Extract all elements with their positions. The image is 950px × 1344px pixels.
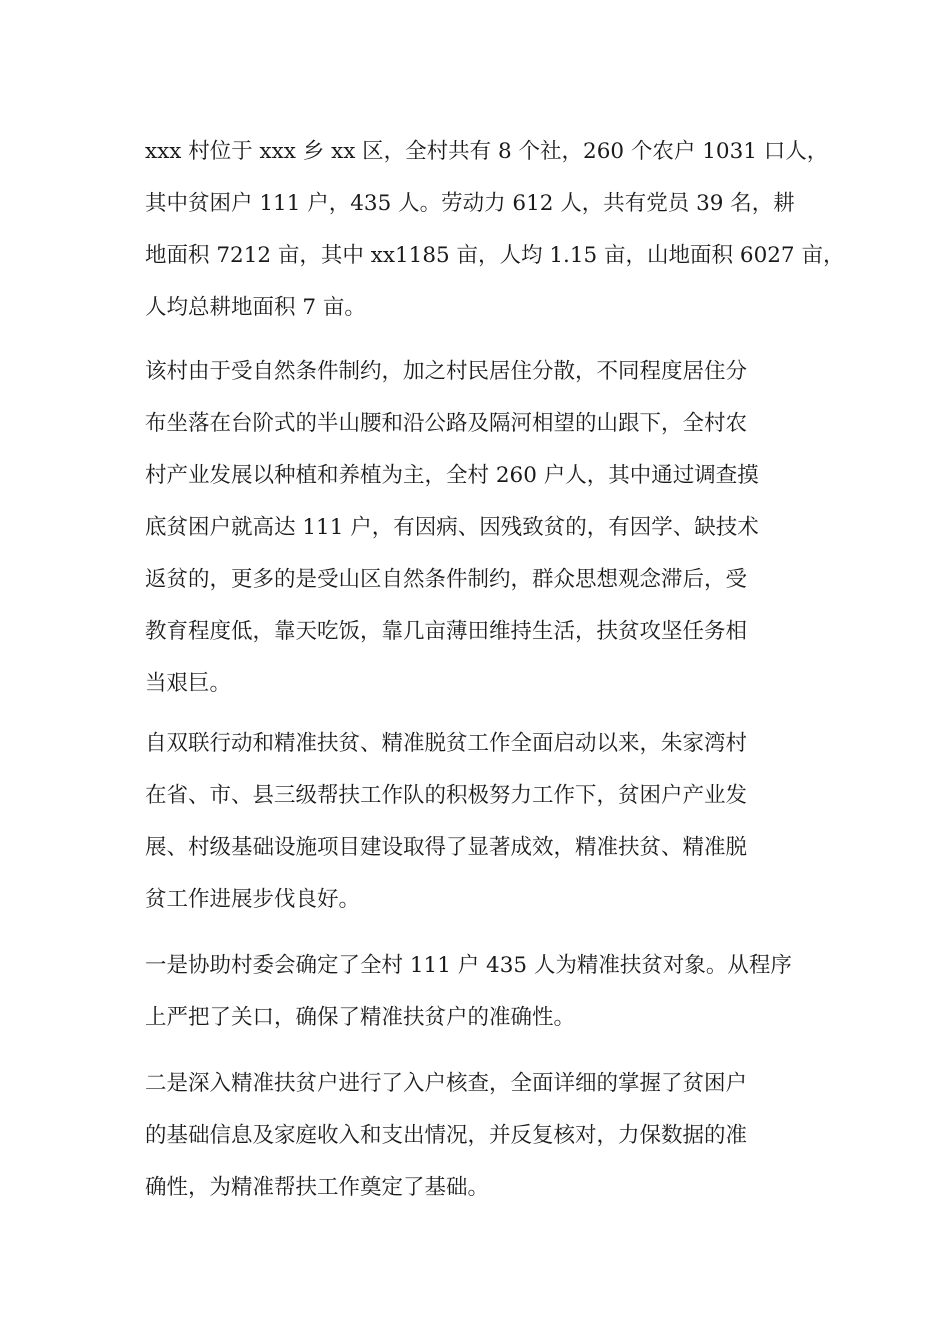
text-line: xxx 村位于 xxx 乡 xx 区，全村共有 8 个社，260 个农户 1031 口人， [145, 139, 829, 164]
text-line: 贫工作进展步伐良好。 [145, 887, 361, 912]
text-line: 返贫的，更多的是受山区自然条件制约，群众思想观念滞后，受 [145, 567, 748, 592]
text-line: 人均总耕地面积 7 亩。 [145, 295, 366, 320]
text-line: 地面积 7212 亩，其中 xx1185 亩，人均 1.15 亩，山地面积 6027 亩， [145, 243, 845, 268]
text-line: 底贫困户就高达 111 户，有因病、因残致贫的，有因学、缺技术 [145, 515, 759, 540]
text-line: 村产业发展以种植和养植为主，全村 260 户人，其中通过调查摸 [145, 463, 759, 488]
paragraph-conditions [145, 346, 759, 710]
paragraph-progress [145, 718, 747, 926]
text-line: 一是协助村委会确定了全村 111 户 435 人为精准扶贫对象。从程序 [145, 953, 792, 978]
text-line: 其中贫困户 111 户，435 人。劳动力 612 人，共有党员 39 名，耕 [145, 191, 795, 216]
text-line: 在省、市、县三级帮扶工作队的积极努力工作下，贫困户产业发 [145, 783, 748, 808]
text-line: 教育程度低，靠天吃饭，靠几亩薄田维持生活，扶贫攻坚任务相 [145, 619, 748, 644]
text-line: 上严把了关口，确保了精准扶贫户的准确性。 [145, 1005, 576, 1030]
text-line: 的基础信息及家庭收入和支出情况，并反复核对，力保数据的准 [145, 1123, 748, 1148]
paragraph-measure-two [145, 1058, 747, 1214]
text-line: 二是深入精准扶贫户进行了入户核查，全面详细的掌握了贫困户 [145, 1071, 748, 1096]
text-line: 自双联行动和精准扶贫、精准脱贫工作全面启动以来，朱家湾村 [145, 731, 748, 756]
text-line: 当艰巨。 [145, 671, 232, 696]
paragraph-village-overview [145, 126, 844, 334]
text-line: 该村由于受自然条件制约，加之村民居住分散，不同程度居住分 [145, 359, 748, 384]
text-line: 展、村级基础设施项目建设取得了显著成效，精准扶贫、精准脱 [145, 835, 748, 860]
text-line: 布坐落在台阶式的半山腰和沿公路及隔河相望的山跟下，全村农 [145, 411, 748, 436]
text-line: 确性，为精准帮扶工作奠定了基础。 [145, 1175, 490, 1200]
paragraph-measure-one [145, 940, 792, 1044]
